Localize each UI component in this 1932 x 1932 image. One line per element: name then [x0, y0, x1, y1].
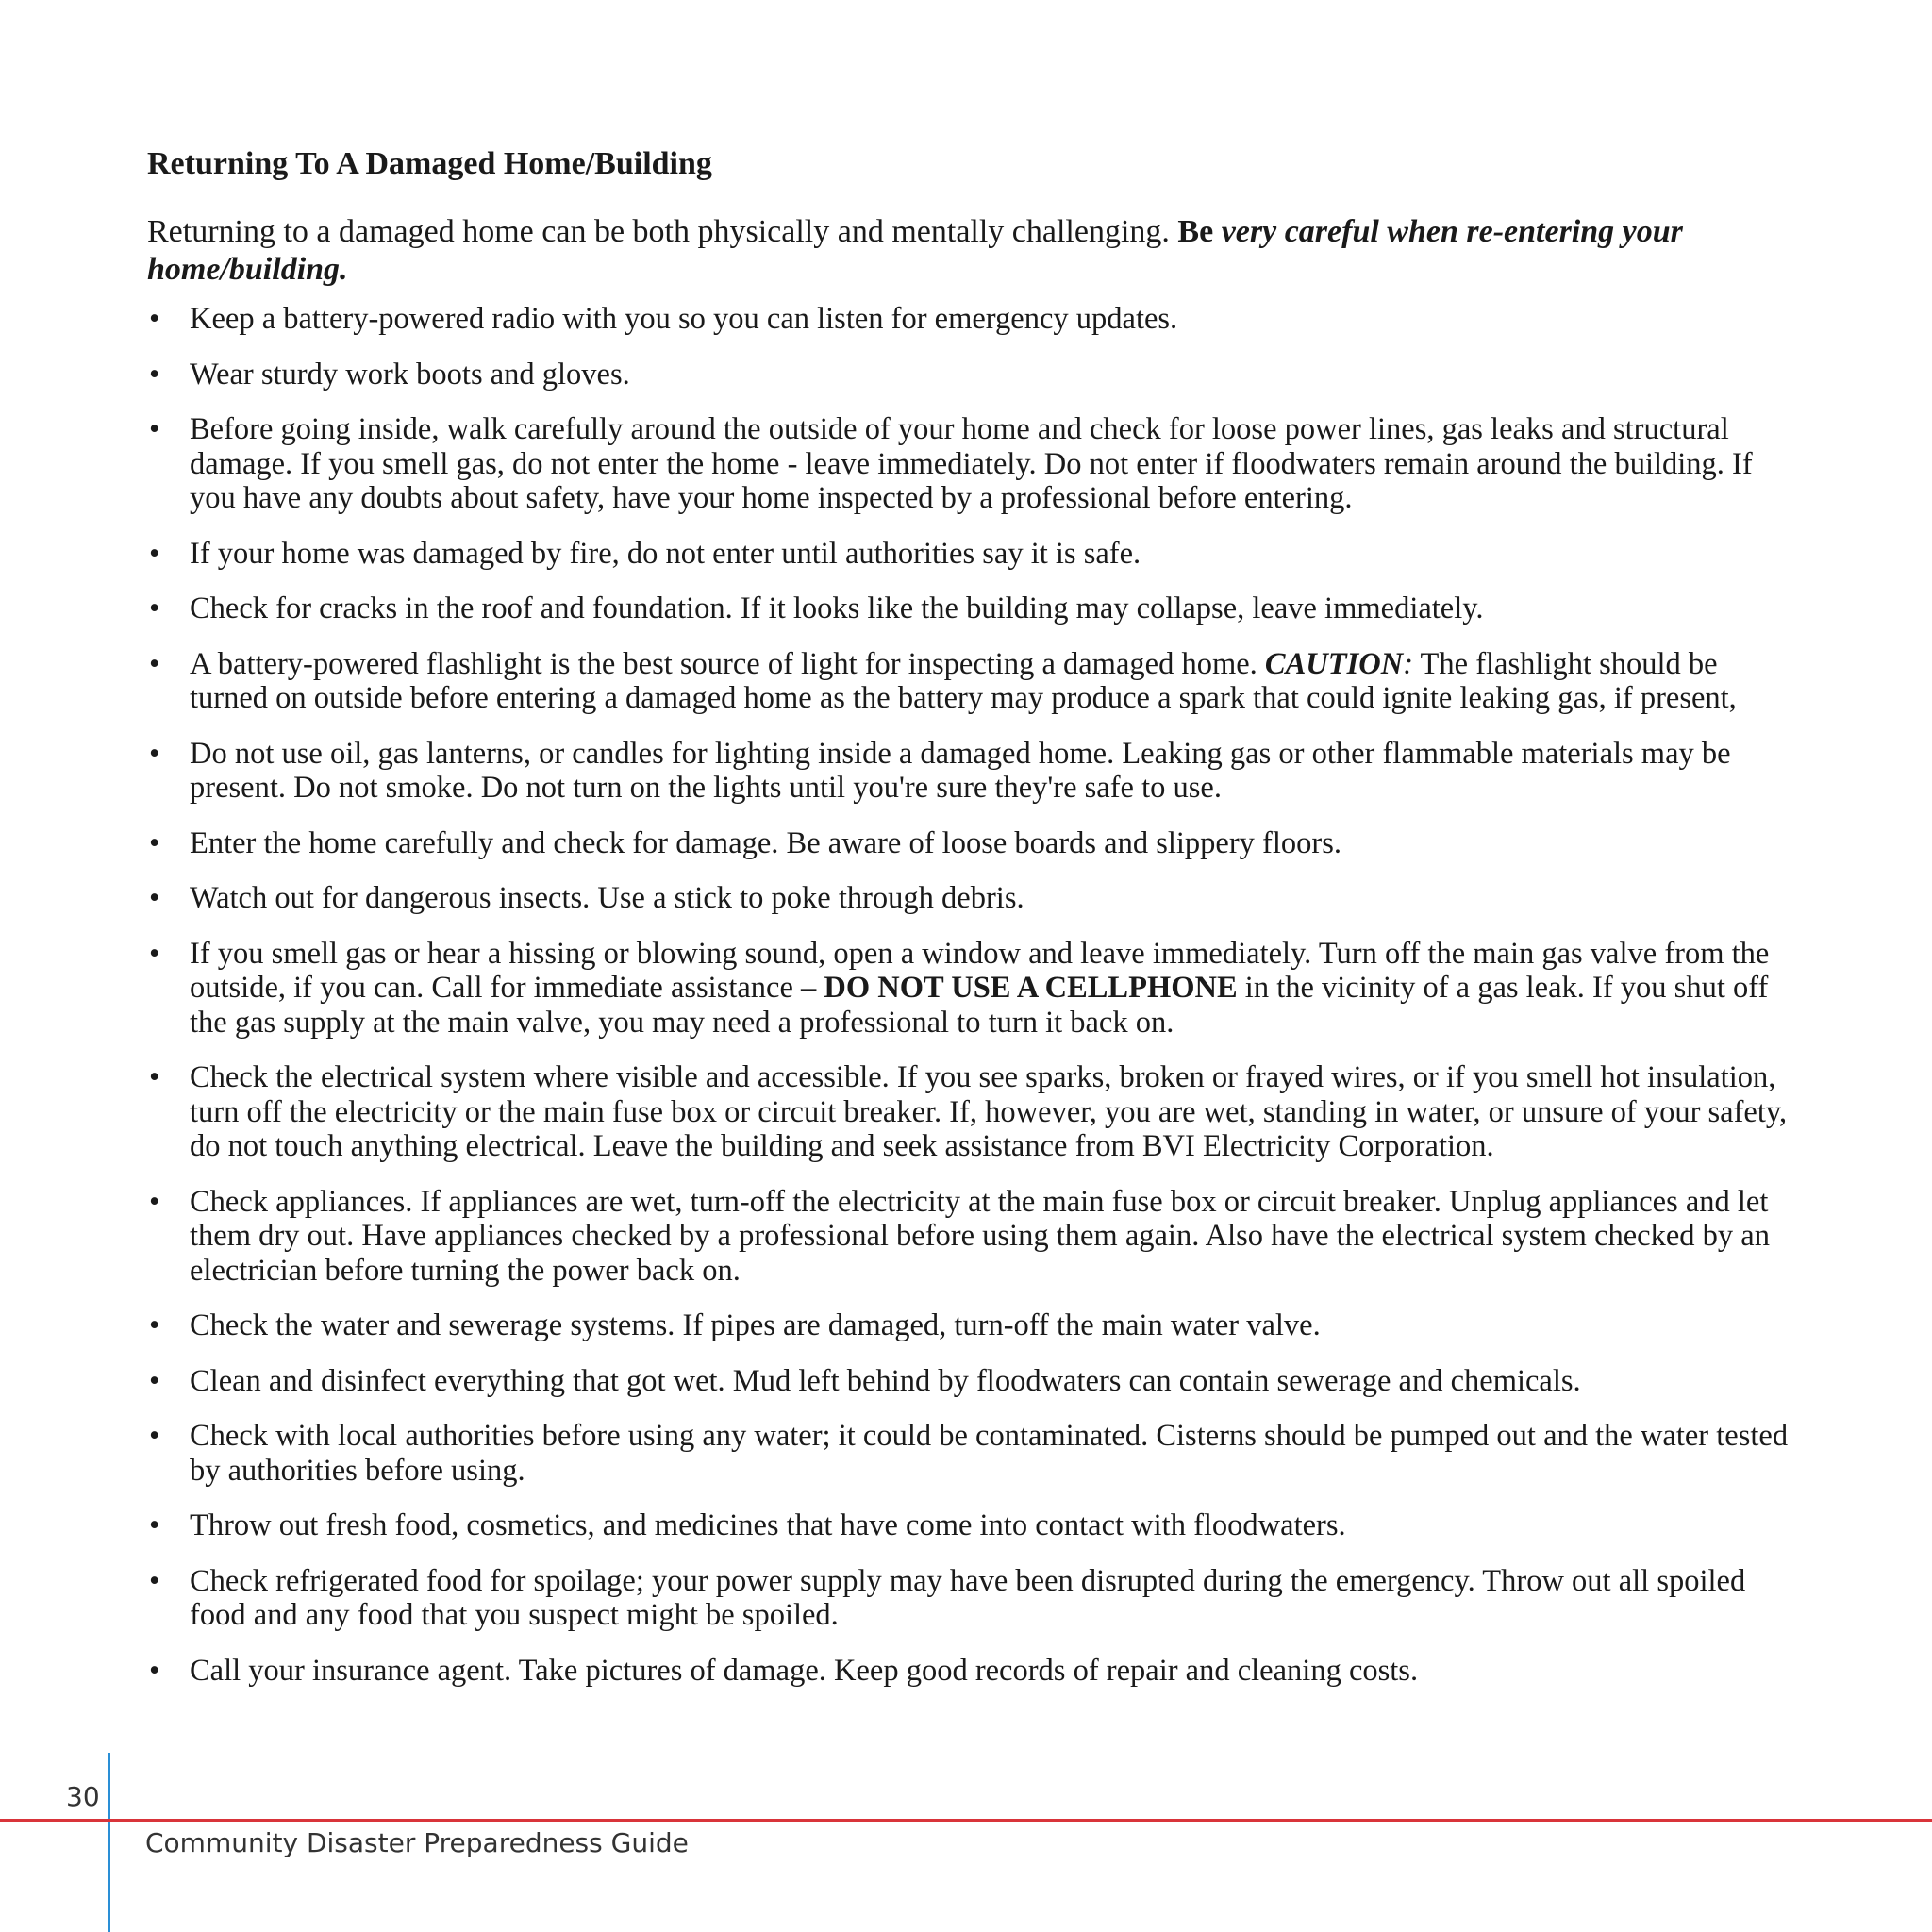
- bullet-icon: •: [149, 1060, 160, 1095]
- bullet-icon: •: [149, 357, 160, 391]
- cellphone-warning: DO NOT USE A CELLPHONE: [824, 971, 1238, 1006]
- list-item: [147, 1364, 1789, 1399]
- list-item: [147, 1060, 1789, 1164]
- list-item-text: If you smell gas or hear a hissing or blowing sound, open a window and leave immediately. Turn off the main gas valve from the outside, if you can. Call for immediate assistance –: [190, 936, 1770, 1006]
- list-item: [147, 647, 1789, 716]
- intro-bold-italic: very careful when re-entering your home/building.: [147, 214, 1683, 288]
- list-item-text-after: The flashlight should be turned on outside before entering a damaged home as the battery may produce a spark that could ignite leaking gas, if present,: [190, 646, 1737, 716]
- bullet-icon: •: [149, 1363, 160, 1398]
- list-item-text-after: in the vicinity of a gas leak. If you shut off the gas supply at the main valve, you may need a professional to turn it back on.: [190, 971, 1769, 1040]
- list-item-text: Before going inside, walk carefully around the outside of your home and check for loose power lines, gas leaks and structural damage. If you smell gas, do not enter the home - leave immediately. Do not enter if floodwaters remain around the building. If you have any doubts about safety, have your home inspected by a professional before entering.: [190, 412, 1753, 516]
- list-item-text: Wear sturdy work boots and gloves.: [190, 357, 630, 391]
- page-content: [147, 143, 1789, 1708]
- list-item: [147, 302, 1789, 337]
- list-item: [147, 937, 1789, 1041]
- list-item-text: Clean and disinfect everything that got wet. Mud left behind by floodwaters can contain sewerage and chemicals.: [190, 1363, 1581, 1398]
- list-item: [147, 1508, 1789, 1543]
- list-item-text: Watch out for dangerous insects. Use a stick to poke through debris.: [190, 881, 1024, 916]
- list-item: [147, 1308, 1789, 1343]
- list-item-text: Check the water and sewerage systems. If pipes are damaged, turn-off the main water valve.: [190, 1308, 1321, 1343]
- footer-title: Community Disaster Preparedness Guide: [145, 1827, 689, 1858]
- bullet-icon: •: [149, 1653, 160, 1688]
- list-item: [147, 537, 1789, 572]
- list-item-text: Check for cracks in the roof and foundation. If it looks like the building may collapse, leave immediately.: [190, 591, 1484, 626]
- bullet-icon: •: [149, 1308, 160, 1343]
- bullet-icon: •: [149, 936, 160, 971]
- bullet-icon: •: [149, 881, 160, 916]
- list-item-text: Keep a battery-powered radio with you so you can listen for emergency updates.: [190, 302, 1178, 337]
- intro-bold: Be: [1177, 214, 1222, 250]
- list-item: [147, 1654, 1789, 1689]
- list-item-text: Do not use oil, gas lanterns, or candles for lighting inside a damaged home. Leaking gas or other flammable materials may be present. Do not smoke. Do not turn on the lights until you're sure they're safe to use.: [190, 736, 1731, 806]
- bullet-icon: •: [149, 825, 160, 860]
- footer-vertical-rule: [108, 1753, 110, 1932]
- list-item-text: Call your insurance agent. Take pictures of damage. Keep good records of repair and cleaning costs.: [190, 1653, 1419, 1688]
- list-item: [147, 826, 1789, 861]
- list-item-text: Throw out fresh food, cosmetics, and medicines that have come into contact with floodwaters.: [190, 1508, 1346, 1543]
- bullet-icon: •: [149, 646, 160, 681]
- bullet-icon: •: [149, 1184, 160, 1219]
- list-item-text: Check refrigerated food for spoilage; your power supply may have been disrupted during the emergency. Throw out all spoiled food and any food that you suspect might be spoiled.: [190, 1563, 1746, 1633]
- bullet-icon: •: [149, 1508, 160, 1543]
- intro-text: Returning to a damaged home can be both physically and mentally challenging.: [147, 214, 1178, 250]
- bullet-icon: •: [149, 1563, 160, 1598]
- list-item-text: Check with local authorities before using any water; it could be contaminated. Cisterns should be pumped out and the water tested by authorities before using.: [190, 1419, 1789, 1488]
- bullet-icon: •: [149, 1419, 160, 1454]
- page-number: 30: [66, 1781, 100, 1812]
- list-item: [147, 737, 1789, 806]
- list-item-text: A battery-powered flashlight is the best source of light for inspecting a damaged home.: [190, 646, 1265, 681]
- list-item: [147, 881, 1789, 916]
- bullet-icon: •: [149, 591, 160, 626]
- section-heading: Returning To A Damaged Home/Building: [147, 146, 712, 181]
- caution-label: CAUTION: [1264, 646, 1404, 681]
- list-item: [147, 591, 1789, 626]
- list-item-text: Check the electrical system where visible and accessible. If you see sparks, broken or frayed wires, or if you smell hot insulation, turn off the electricity or the main fuse box or circuit breaker. If, however, you are wet, standing in water, or unsure of your safety, do not touch anything electrical. Leave the building and seek assistance from BVI Electricity Corporation.: [190, 1060, 1788, 1164]
- bullet-icon: •: [149, 412, 160, 447]
- intro-paragraph: [147, 213, 1789, 289]
- list-item: [147, 412, 1789, 516]
- footer-horizontal-rule: [0, 1819, 1932, 1822]
- list-item-text: Check appliances. If appliances are wet, turn-off the electricity at the main fuse box or circuit breaker. Unplug appliances and let them dry out. Have appliances checked by a professional before using them again. Also have the electrical system checked by an electrician before turning the power back on.: [190, 1184, 1770, 1288]
- list-item: [147, 1419, 1789, 1488]
- safety-checklist: [147, 302, 1789, 1688]
- list-item: [147, 1185, 1789, 1289]
- list-item: [147, 358, 1789, 392]
- list-item-text: If your home was damaged by fire, do not enter until authorities say it is safe.: [190, 536, 1141, 571]
- list-item: [147, 1564, 1789, 1633]
- caution-colon: :: [1403, 646, 1414, 681]
- bullet-icon: •: [149, 736, 160, 771]
- list-item-text: Enter the home carefully and check for damage. Be aware of loose boards and slippery floors.: [190, 825, 1341, 860]
- bullet-icon: •: [149, 536, 160, 571]
- bullet-icon: •: [149, 302, 160, 337]
